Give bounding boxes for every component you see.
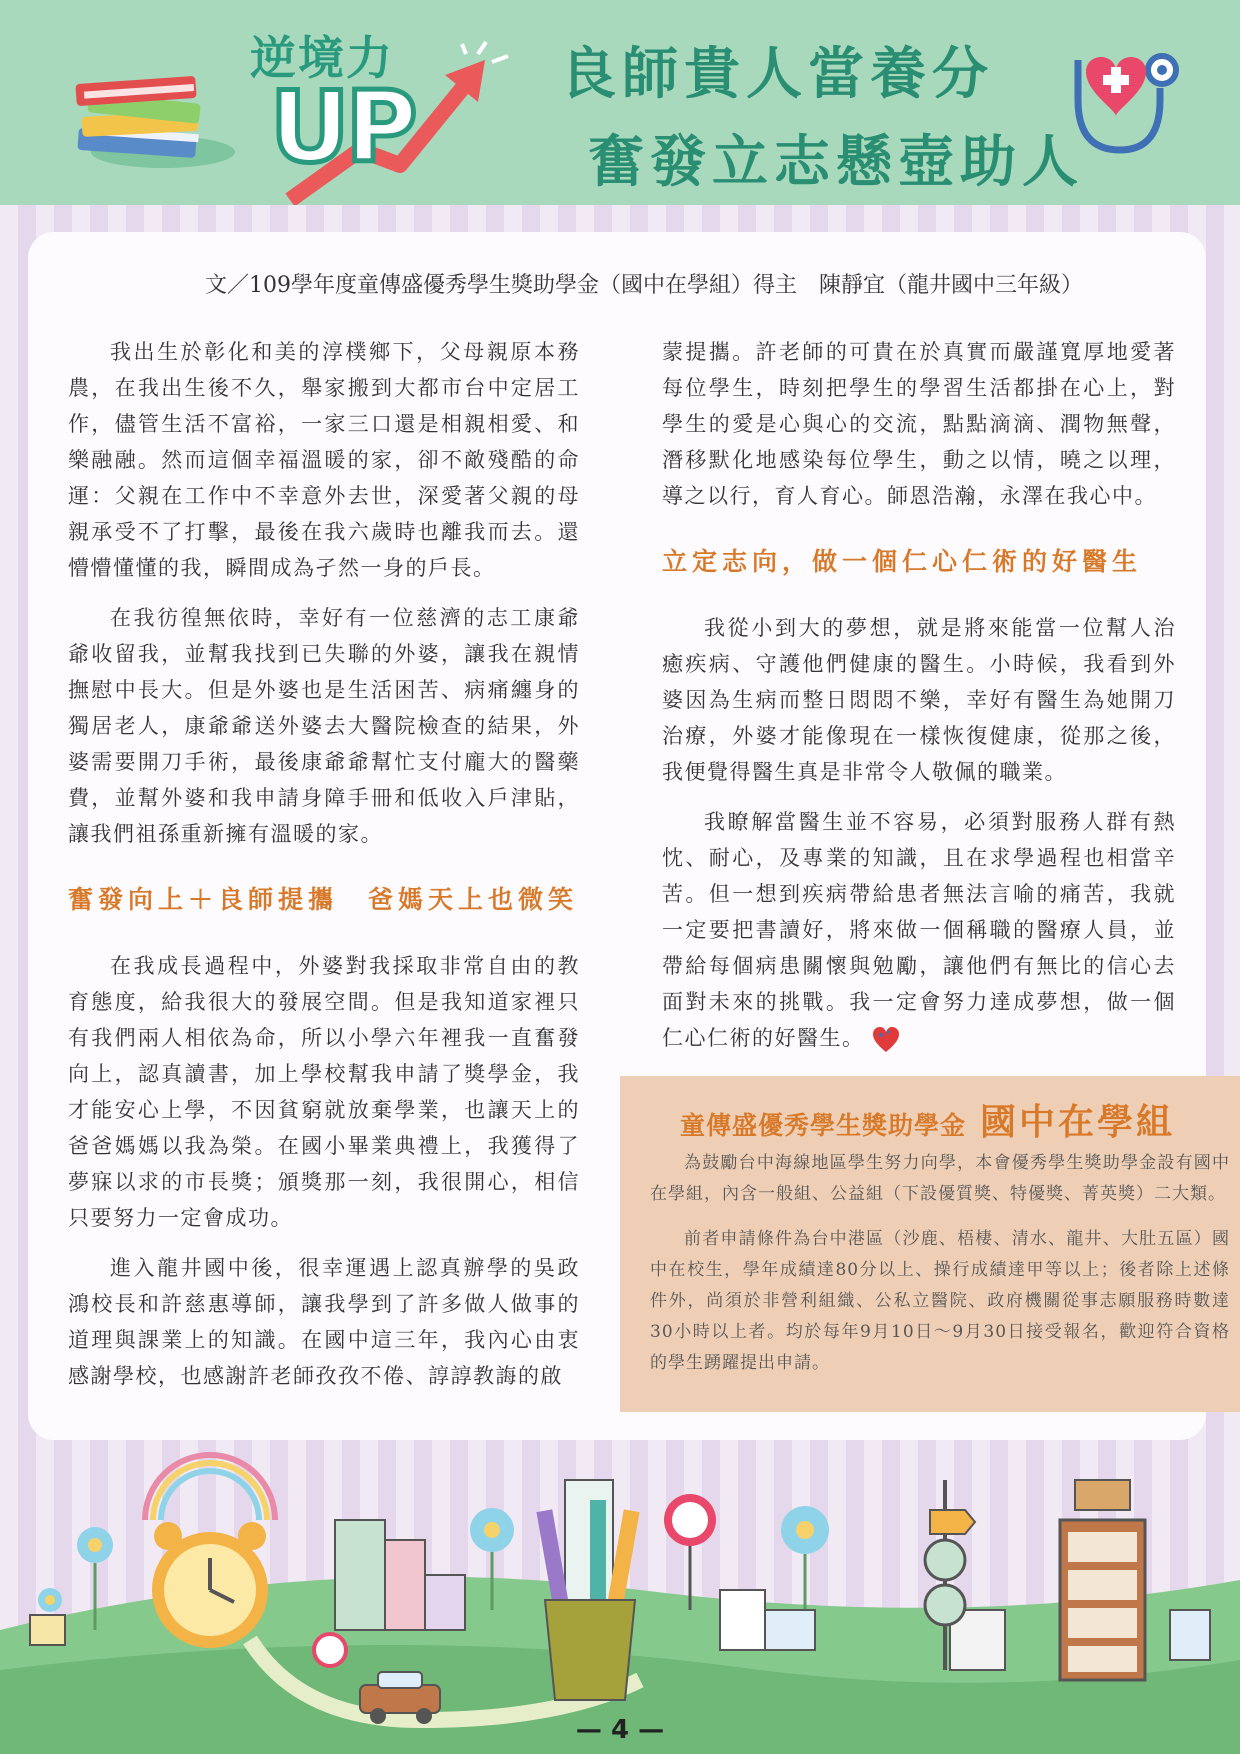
article-paragraph: 進入龍井國中後，很幸運遇上認真辦學的吳政鴻校長和許慈惠導師，讓我學到了許多做人做事的道理與課業上的知識。在國中這三年，我內心由衷感謝學校，也感謝許老師孜孜不倦、諄諄教誨的啟 (68, 1256, 580, 1388)
article-paragraph-text: 我瞭解當醫生並不容易，必須對服務人群有熱忱、耐心，及專業的知識，且在求學過程也相當辛苦。但一想到疾病帶給患者無法言喻的痛苦，我就一定要把書讀好，將來做一個稱職的醫療人員，並帶給每個病患關懷與勉勵，讓他們有無比的信心去面對未來的挑戰。我一定會努力達成夢想，做一個仁心仁術的好醫生。 (662, 810, 1176, 1050)
section-heading: 奮發向上＋良師提攜 爸媽天上也微笑 (68, 885, 579, 914)
info-box-title (680, 1094, 1175, 1145)
article-paragraph: 我從小到大的夢想，就是將來能當一位幫人治癒疾病、守護他們健康的醫生。小時候，我看到外婆因為生病而整日悶悶不樂，幸好有醫生為她開刀治療，外婆才能像現在一樣恢復健康，從那之後，我便覺得醫生真是非常令人敬佩的職業。 (662, 616, 1176, 784)
article-paragraph-final (662, 804, 1176, 1056)
alarm-clock-icon (152, 1522, 268, 1648)
info-box-body (650, 1148, 1230, 1393)
page-number: — 4 — (575, 1715, 665, 1745)
article-paragraph: 我出生於彰化和美的淳樸鄉下，父母親原本務農，在我出生後不久，舉家搬到大都市台中定居工作，儘管生活不富裕，一家三口還是相親相愛、和樂融融。然而這個幸福溫暖的家，卻不敵殘酷的命運：父親在工作中不幸意外去世，深愛著父親的母親承受不了打擊，最後在我六歲時也離我而去。還懵懵懂懂的我，瞬間成為孑然一身的戶長。 (68, 340, 580, 580)
pencil-cup-icon (536, 1480, 639, 1700)
section-heading: 立定志向，做一個仁心仁術的好醫生 (662, 547, 1143, 576)
brand-up-text: UP (270, 71, 414, 185)
bookshelf-icon (1060, 1480, 1145, 1680)
article-paragraph: 在我成長過程中，外婆對我採取非常自由的教育態度，給我很大的發展空間。但是我知道家裡只有我們兩人相依為命，所以小學六年裡我一直奮發向上，認真讀書，加上學校幫我申請了獎學金，我才能安心上學，不因貧窮就放棄學業，也讓天上的爸爸媽媽以我為榮。在國小畢業典禮上，我獲得了夢寐以求的市長獎；頒獎那一刻，我很開心，相信只要努力一定會成功。 (68, 954, 580, 1230)
info-title-small: 童傳盛優秀學生獎助學金 (680, 1111, 967, 1140)
books-icon (68, 70, 238, 170)
brand-small-text: 逆境力 (250, 31, 394, 85)
byline: 文／109學年度童傳盛優秀學生獎助學金（國中在學組）得主 陳靜宜（龍井國中三年級） (205, 273, 1083, 298)
scholarship-info-box (620, 1076, 1240, 1412)
article-paragraph: 在我彷徨無依時，幸好有一位慈濟的志工康爺爺收留我，並幫我找到已失聯的外婆，讓我在親情撫慰中長大。但是外婆也是生活困苦、病痛纏身的獨居老人，康爺爺送外婆去大醫院檢查的結果，外婆需要開刀手術，最後康爺爺幫忙支付龐大的醫藥費，並幫外婆和我申請身障手冊和低收入戶津貼，讓我們祖孫重新擁有溫暖的家。 (68, 606, 580, 846)
info-paragraph: 前者申請條件為台中港區（沙鹿、梧棲、清水、龍井、大肚五區）國中在校生，學年成績達80分以上、操行成績達甲等以上；後者除上述條件外，尚須於非營利組織、公私立醫院、政府機關從事志願服務時數達30小時以上者。均於每年9月10日～9月30日接受報名，歡迎符合資格的學生踴躍提出申請。 (650, 1229, 1230, 1373)
rainbow-icon (145, 1455, 275, 1520)
heart-icon (871, 1026, 901, 1054)
footer-illustration (0, 1440, 1240, 1754)
page-title-line-1: 良師貴人當養分 (560, 42, 994, 107)
article-paragraph-continued: 蒙提攜。許老師的可貴在於真實而嚴謹寬厚地愛著每位學生，時刻把學生的學習生活都掛在心上，對學生的愛是心與心的交流，點點滴滴、潤物無聲，潛移默化地感染每位學生，動之以情，曉之以理，導之以行，育人育心。師恩浩瀚，永澤在我心中。 (662, 340, 1176, 508)
header-banner (0, 0, 1240, 205)
page-title-line-2: 奮發立志懸壺助人 (588, 130, 1084, 195)
article-column-left (68, 334, 580, 1408)
info-paragraph: 為鼓勵台中海線地區學生努力向學，本會優秀學生獎助學金設有國中在學組，內含一般組、公益組（下設優質獎、特優獎、菁英獎）二大類。 (650, 1153, 1230, 1204)
article-column-right (662, 334, 1176, 1070)
stethoscope-heart-icon (1060, 40, 1190, 180)
info-title-large: 國中在學組 (980, 1102, 1176, 1143)
